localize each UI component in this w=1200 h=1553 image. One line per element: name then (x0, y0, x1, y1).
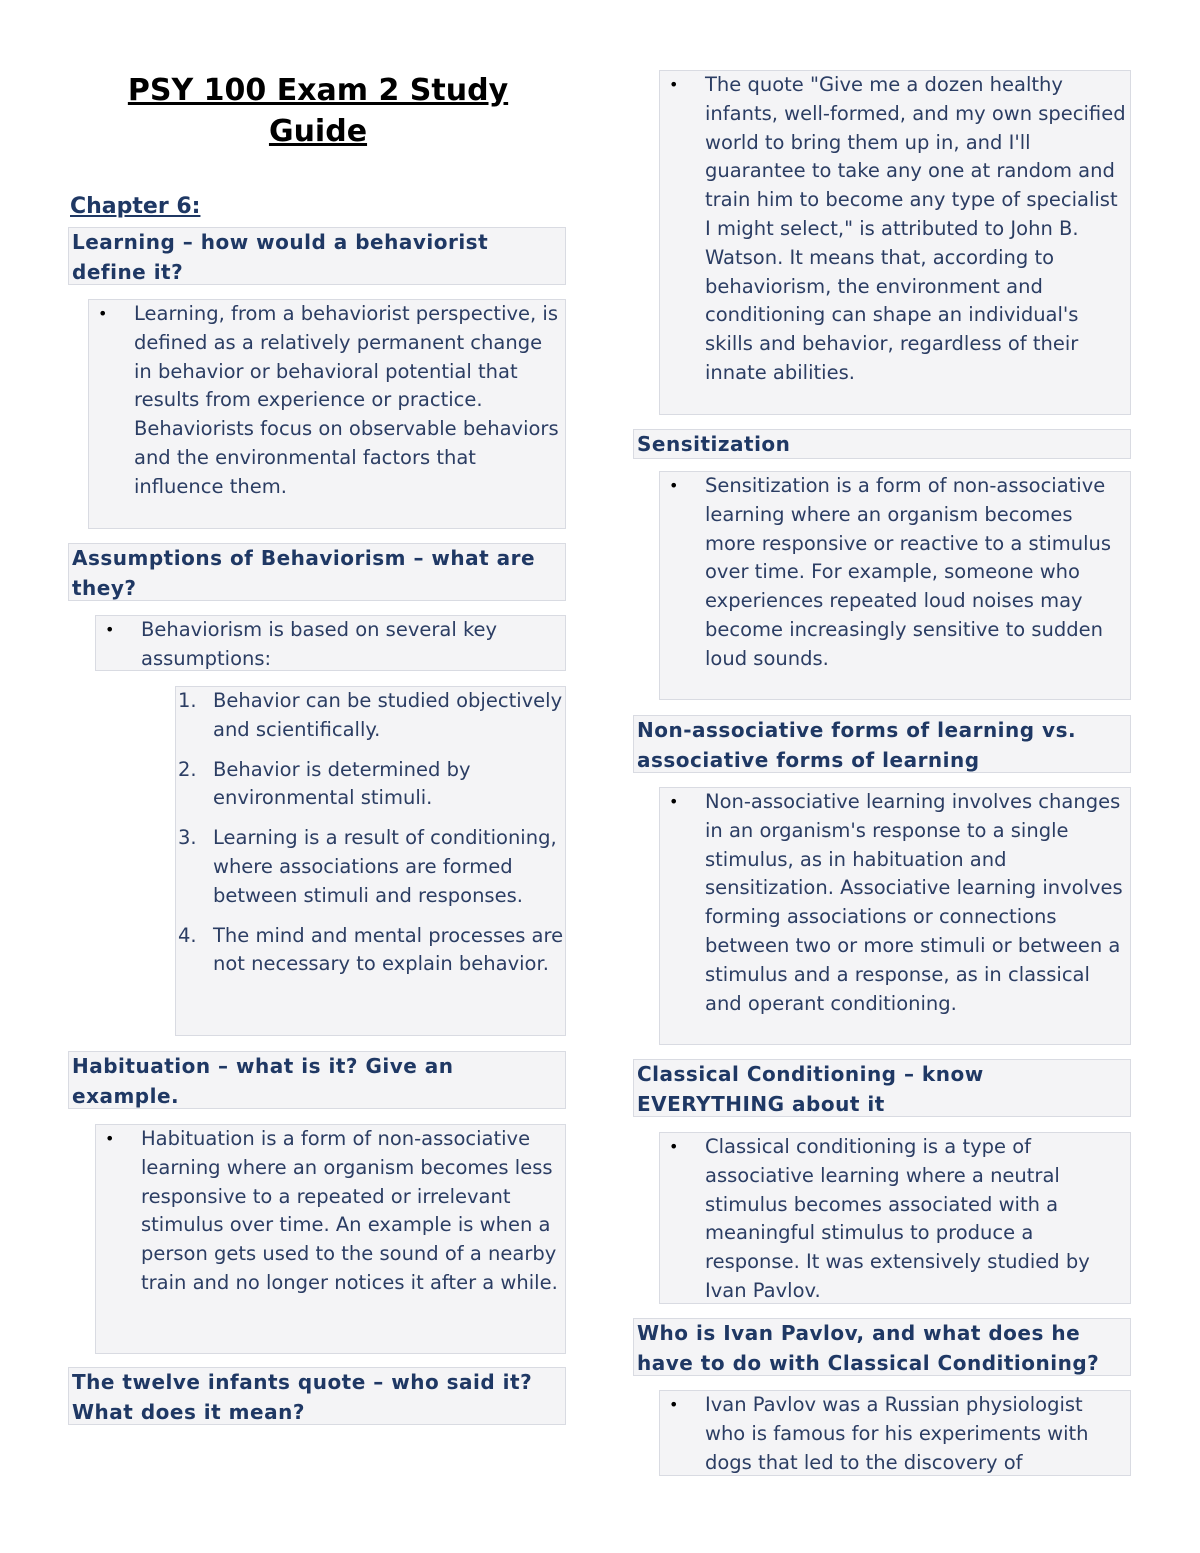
habituation-heading-text: Habituation – what is it? Give an example. (72, 1054, 454, 1108)
pavlov-answer (659, 1390, 1131, 1476)
learning-heading (68, 227, 566, 285)
document-title (68, 70, 568, 152)
infants-quote-heading (68, 1367, 566, 1425)
assumptions-list (175, 686, 566, 1036)
infants-quote-answer-text: The quote "Give me a dozen healthy infants, well-formed, and my own specified world to bring them up in, and I'll guarantee to take any one at random and train him to become any type of specialist I might select," is attributed to John B. Watson. It means that, according to behaviorism, the environment and conditioning can shape an individual's skills and behavior, regardless of their innate abilities. (705, 73, 1126, 384)
learning-heading-text: Learning – how would a behaviorist define it? (72, 230, 489, 284)
classical-conditioning-answer (659, 1132, 1131, 1304)
bullet-icon: • (669, 75, 679, 94)
assumptions-intro (95, 615, 566, 671)
habituation-answer-text: Habituation is a form of non-associative learning where an organism becomes less responsive to a repeated or irrelevant stimulus over time. An example is when a person gets used to the sound of a nearby train and no longer notices it after a while. (141, 1127, 558, 1294)
item-number: 3. (178, 826, 197, 850)
classical-conditioning-heading-text: Classical Conditioning – know EVERYTHING about it (637, 1062, 984, 1116)
assumptions-intro-text: Behaviorism is based on several key assumptions: (141, 618, 498, 670)
list-item (660, 71, 1130, 388)
numbered-item-3 (178, 824, 565, 910)
classical-conditioning-answer-text: Classical conditioning is a type of associative learning where a neutral stimulus becomes associated with a meaningful stimulus to produce a response. It was extensively studied by Ivan Pavlov. (705, 1135, 1090, 1302)
list-item (96, 1125, 565, 1298)
item-number: 2. (178, 757, 197, 781)
item-number: 1. (178, 689, 197, 712)
title-line-1: PSY 100 Exam 2 Study (127, 73, 509, 108)
infants-quote-heading-text: The twelve infants quote – who said it? What does it mean? (72, 1370, 533, 1424)
list-item (660, 472, 1130, 674)
list-item (660, 788, 1130, 1018)
sensitization-answer (659, 471, 1131, 700)
list-item (96, 616, 565, 674)
list-item (89, 300, 565, 502)
habituation-answer (95, 1124, 566, 1354)
list-item (660, 1133, 1130, 1306)
numbered-item-1 (178, 687, 565, 745)
list-item (660, 1391, 1130, 1477)
item-text: The mind and mental processes are not necessary to explain behavior. (213, 923, 564, 976)
item-number: 4. (178, 923, 197, 947)
bullet-icon: • (105, 620, 115, 639)
pavlov-heading-text: Who is Ivan Pavlov, and what does he have to do with Classical Conditioning? (637, 1321, 1100, 1375)
sensitization-heading-text: Sensitization (637, 432, 791, 456)
bullet-icon: • (105, 1129, 115, 1148)
sensitization-answer-text: Sensitization is a form of non-associative learning where an organism becomes more responsive or reactive to a stimulus over time. For example, someone who experiences repeated loud noises may become increasingly sensitive to sudden loud sounds. (705, 474, 1112, 670)
classical-conditioning-heading (633, 1059, 1131, 1117)
non-associative-heading-text: Non-associative forms of learning vs. associative forms of learning (637, 718, 1077, 772)
chapter-heading: Chapter 6: (70, 194, 201, 219)
item-text: Behavior is determined by environmental stimuli. (213, 757, 471, 810)
pavlov-answer-text: Ivan Pavlov was a Russian physiologist who is famous for his experiments with dogs that led to the discovery of (705, 1393, 1089, 1474)
item-text: Learning is a result of conditioning, where associations are formed between stimuli and responses. (213, 826, 557, 907)
learning-answer-text: Learning, from a behaviorist perspective, is defined as a relatively permanent change in behavior or behavioral potential that results from experience or practice. Behaviorists focus on observable behaviors and the environmental factors that influence them. (134, 302, 559, 498)
non-associative-answer-text: Non-associative learning involves changes in an organism's response to a single stimulus, as in habituation and sensitization. Associative learning involves forming associations or connections between two or more stimuli or between a stimulus and a response, as in classical and operant conditioning. (705, 790, 1123, 1015)
bullet-icon: • (669, 792, 679, 811)
bullet-icon: • (98, 304, 108, 323)
assumptions-heading-text: Assumptions of Behaviorism – what are they? (72, 546, 536, 600)
learning-answer (88, 299, 566, 529)
habituation-heading (68, 1051, 566, 1109)
bullet-icon: • (669, 476, 679, 495)
sensitization-heading (633, 429, 1131, 459)
non-associative-heading (633, 715, 1131, 773)
numbered-item-2 (178, 756, 565, 814)
bullet-icon: • (669, 1395, 679, 1414)
title-line-2: Guide (268, 114, 368, 149)
non-associative-answer (659, 787, 1131, 1045)
numbered-item-4 (178, 922, 565, 980)
bullet-icon: • (669, 1137, 679, 1156)
assumptions-heading (68, 543, 566, 601)
pavlov-heading (633, 1318, 1131, 1376)
item-text: Behavior can be studied objectively and scientifically. (213, 689, 563, 741)
infants-quote-answer (659, 70, 1131, 415)
